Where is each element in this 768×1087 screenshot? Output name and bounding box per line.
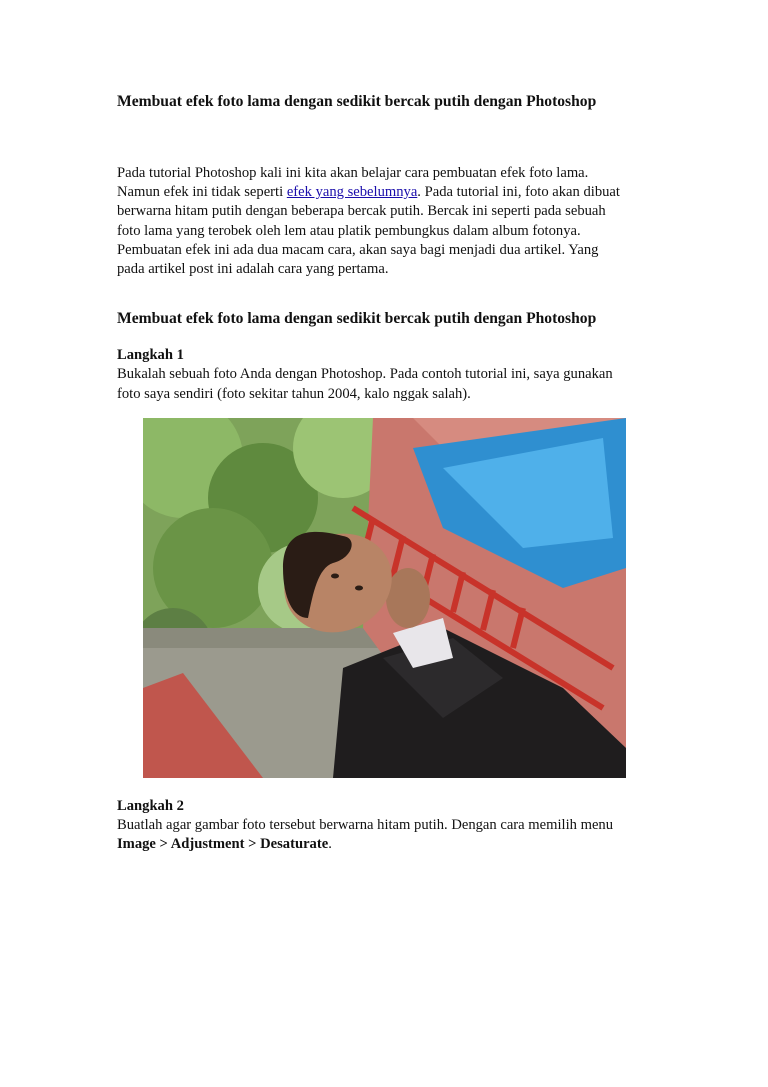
menu-path: Image > Adjustment > Desaturate: [117, 836, 329, 853]
spacer: [117, 279, 657, 309]
previous-effect-link[interactable]: efek yang sebelumnya: [286, 184, 418, 201]
step-1: [117, 346, 657, 404]
intro-line-4: foto lama yang terobek oleh lem atau platik pembungkus dalam album fotonya.: [117, 222, 581, 239]
intro-paragraph: [117, 164, 657, 279]
step-1-line-2: foto saya sendiri (foto sekitar tahun 2004, kalo nggak salah).: [117, 385, 471, 402]
intro-line-2-before: Namun efek ini tidak seperti: [117, 184, 287, 201]
menu-path-suffix: .: [328, 836, 332, 853]
document-content: [117, 92, 657, 404]
spacer: [117, 112, 657, 164]
step-2-title: Langkah 2: [117, 798, 184, 814]
page-title: Membuat efek foto lama dengan sedikit bercak putih dengan Photoshop: [117, 93, 597, 110]
intro-line-1: Pada tutorial Photoshop kali ini kita akan belajar cara pembuatan efek foto lama.: [117, 165, 589, 181]
intro-line-2-after: . Pada tutorial ini, foto akan dibuat: [417, 184, 620, 201]
step-2: [117, 797, 657, 855]
section-heading: Membuat efek foto lama dengan sedikit bercak putih dengan Photoshop: [117, 310, 597, 328]
step-1-title: Langkah 1: [117, 347, 184, 364]
intro-line-2: [117, 183, 657, 202]
intro-line-5: Pembuatan efek ini ada dua macam cara, akan saya bagi menjadi dua artikel. Yang: [117, 241, 599, 258]
tutorial-photo: [143, 418, 626, 778]
spacer: [117, 329, 657, 346]
step-2-content: [117, 797, 657, 855]
step-2-line-1: Buatlah agar gambar foto tersebut berwarna hitam putih. Dengan cara memilih menu: [117, 817, 614, 834]
intro-line-6: pada artikel post ini adalah cara yang pertama.: [117, 261, 389, 278]
step-1-line-1: Bukalah sebuah foto Anda dengan Photoshop. Pada contoh tutorial ini, saya gunakan: [117, 366, 613, 383]
step-2-line-2: [117, 835, 657, 854]
intro-line-3: berwarna hitam putih dengan beberapa bercak putih. Bercak ini seperti pada sebuah: [117, 203, 606, 220]
